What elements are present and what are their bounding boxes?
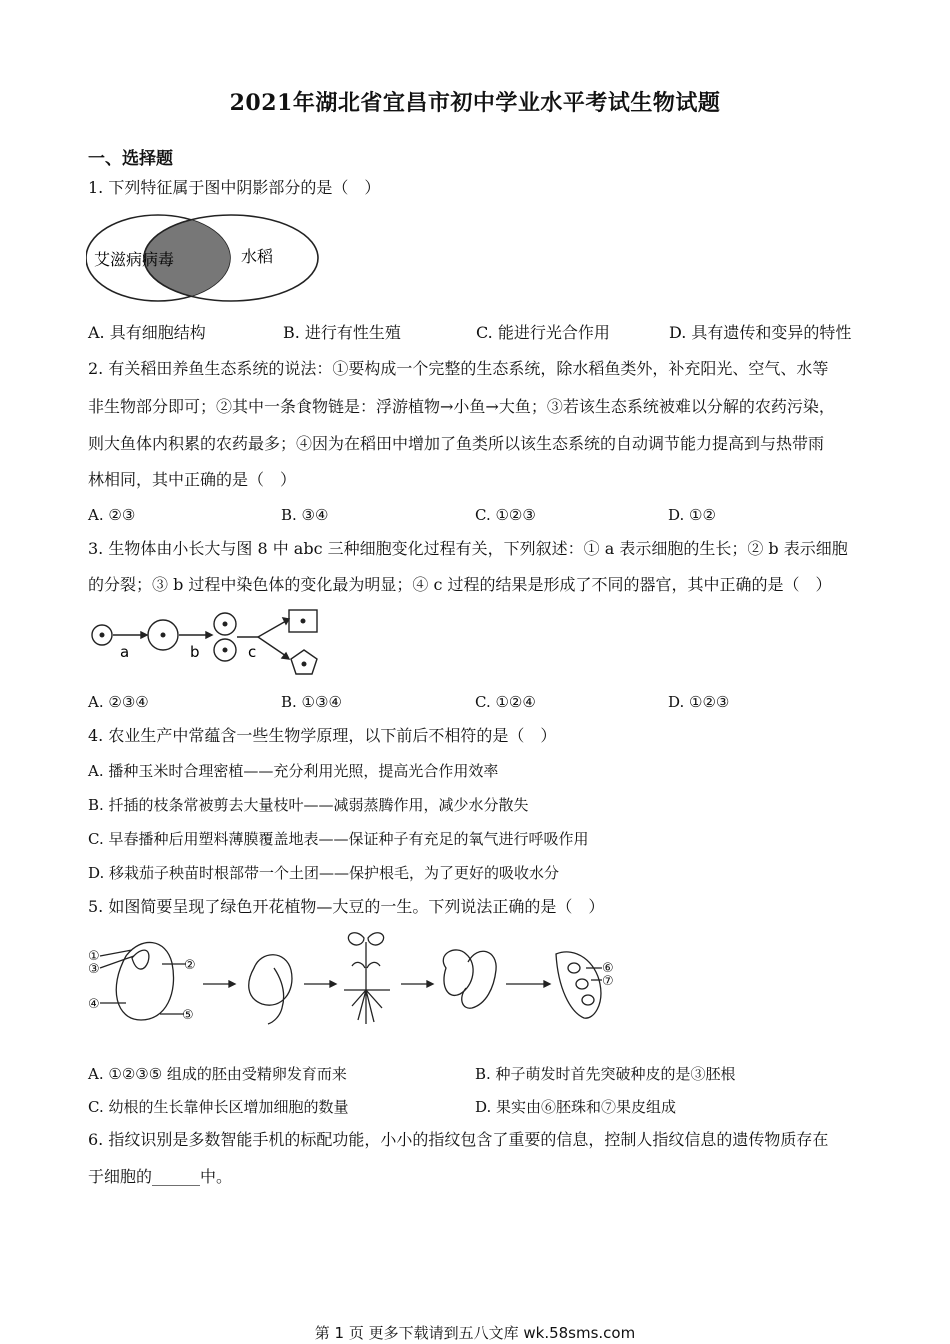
venn-left-label: 艾滋病病毒 <box>94 250 175 269</box>
label-1: ① <box>88 949 100 964</box>
q2-line-1: 2. 有关稻田养鱼生态系统的说法：①要构成一个完整的生态系统，除水稻鱼类外，补充阳光、空气、水等 <box>88 359 829 378</box>
seedling-roots <box>352 990 382 1024</box>
q5-option-d: D. 果实由⑥胚珠和⑦果皮组成 <box>475 1098 677 1116</box>
q2-option-c: C. ①②③ <box>475 506 536 524</box>
label-5: ⑤ <box>182 1008 194 1023</box>
q2-line-3: 则大鱼体内积累的农药最多；④因为在稻田中增加了鱼类所以该生态系统的自动调节能力提高到与热带雨 <box>88 434 825 453</box>
label-7: ⑦ <box>602 974 614 989</box>
q5-option-c: C. 幼根的生长靠伸长区增加细胞的数量 <box>88 1098 349 1116</box>
label-3: ③ <box>88 962 100 977</box>
germinating-seed <box>249 955 292 1005</box>
q2-option-d: D. ①② <box>668 506 716 524</box>
q1-option-a: A. 具有细胞结构 <box>88 323 206 342</box>
seed-embryo <box>132 950 149 969</box>
q1-option-d: D. 具有遗传和变异的特性 <box>669 323 852 342</box>
q3-option-b: B. ①③④ <box>281 693 342 711</box>
q4-stem: 4. 农业生产中常蕴含一些生物学原理，以下前后不相符的是（ ） <box>88 726 557 745</box>
page-footer: 第 1 页 更多下载请到五八文库 wk.58sms.com <box>314 1324 636 1342</box>
flower-petal-right <box>462 951 496 1008</box>
venn-diagram <box>86 212 326 304</box>
q1-option-b: B. 进行有性生殖 <box>283 323 401 342</box>
q3-line-1: 3. 生物体由小长大与图 8 中 abc 三种细胞变化过程有关，下列叙述：① a 表示细胞的生长；② b 表示细胞 <box>88 539 848 558</box>
label-4: ④ <box>88 997 100 1012</box>
q3-option-a: A. ②③④ <box>88 693 149 711</box>
flower-petal-left <box>443 950 473 995</box>
pod-seed-3 <box>582 995 594 1005</box>
soybean-life-cycle-diagram <box>86 928 636 1028</box>
page-title: 2021年湖北省宜昌市初中学业水平考试生物试题 <box>229 90 721 116</box>
radicle <box>268 968 284 1024</box>
q4-option-b: B. 扦插的枝条常被剪去大量枝叶——减弱蒸腾作用，减少水分散失 <box>88 796 529 814</box>
seed-outline <box>116 942 173 1020</box>
cell-change-diagram <box>86 604 326 682</box>
q2-option-b: B. ③④ <box>281 506 329 524</box>
q4-option-d: D. 移栽茄子秧苗时根部带一个土团——保护根毛，为了更好的吸收水分 <box>88 864 560 882</box>
q1-stem: 1. 下列特征属于图中阴影部分的是（ ） <box>88 178 381 197</box>
pod-seed-2 <box>576 979 588 989</box>
q1-option-c: C. 能进行光合作用 <box>476 323 610 342</box>
cotyledon-left <box>352 962 365 968</box>
q3-option-c: C. ①②④ <box>475 693 536 711</box>
q5-option-a: A. ①②③⑤ 组成的胚由受精卵发育而来 <box>88 1065 347 1083</box>
q2-line-2: 非生物部分即可；②其中一条食物链是：浮游植物→小鱼→大鱼；③若该生态系统被难以分解的农药污染， <box>88 397 835 416</box>
pod-seed-1 <box>568 963 580 973</box>
venn-right-label: 水稻 <box>241 247 274 266</box>
q5-stem: 5. 如图简要呈现了绿色开花植物—大豆的一生。下列说法正确的是（ ） <box>88 897 605 916</box>
q3-line-2: 的分裂；③ b 过程中染色体的变化最为明显；④ c 过程的结果是形成了不同的器官，其中正确的是（ ） <box>88 575 832 594</box>
q5-option-b: B. 种子萌发时首先突破种皮的是③胚根 <box>475 1065 736 1083</box>
q4-option-c: C. 早春播种后用塑料薄膜覆盖地表——保证种子有充足的氧气进行呼吸作用 <box>88 830 589 848</box>
q6-line-2: 于细胞的______中。 <box>88 1167 233 1186</box>
label-a: a <box>120 643 130 661</box>
cotyledon-right <box>367 962 380 968</box>
label-b: b <box>190 643 200 661</box>
q4-option-a: A. 播种玉米时合理密植——充分利用光照，提高光合作用效率 <box>88 762 499 780</box>
label-c: c <box>248 643 257 661</box>
label-2: ② <box>184 958 196 973</box>
seed-pod <box>556 952 601 1018</box>
seedling-leaf-right <box>368 933 384 945</box>
q3-option-d: D. ①②③ <box>668 693 730 711</box>
q6-line-1: 6. 指纹识别是多数智能手机的标配功能，小小的指纹包含了重要的信息，控制人指纹信息的遗传物质存在 <box>88 1130 829 1149</box>
q2-line-4: 林相同，其中正确的是（ ） <box>88 470 297 489</box>
seedling-leaf-left <box>348 933 364 945</box>
q2-option-a: A. ②③ <box>88 506 136 524</box>
section-heading: 一、选择题 <box>88 149 173 169</box>
label-6: ⑥ <box>602 961 614 976</box>
